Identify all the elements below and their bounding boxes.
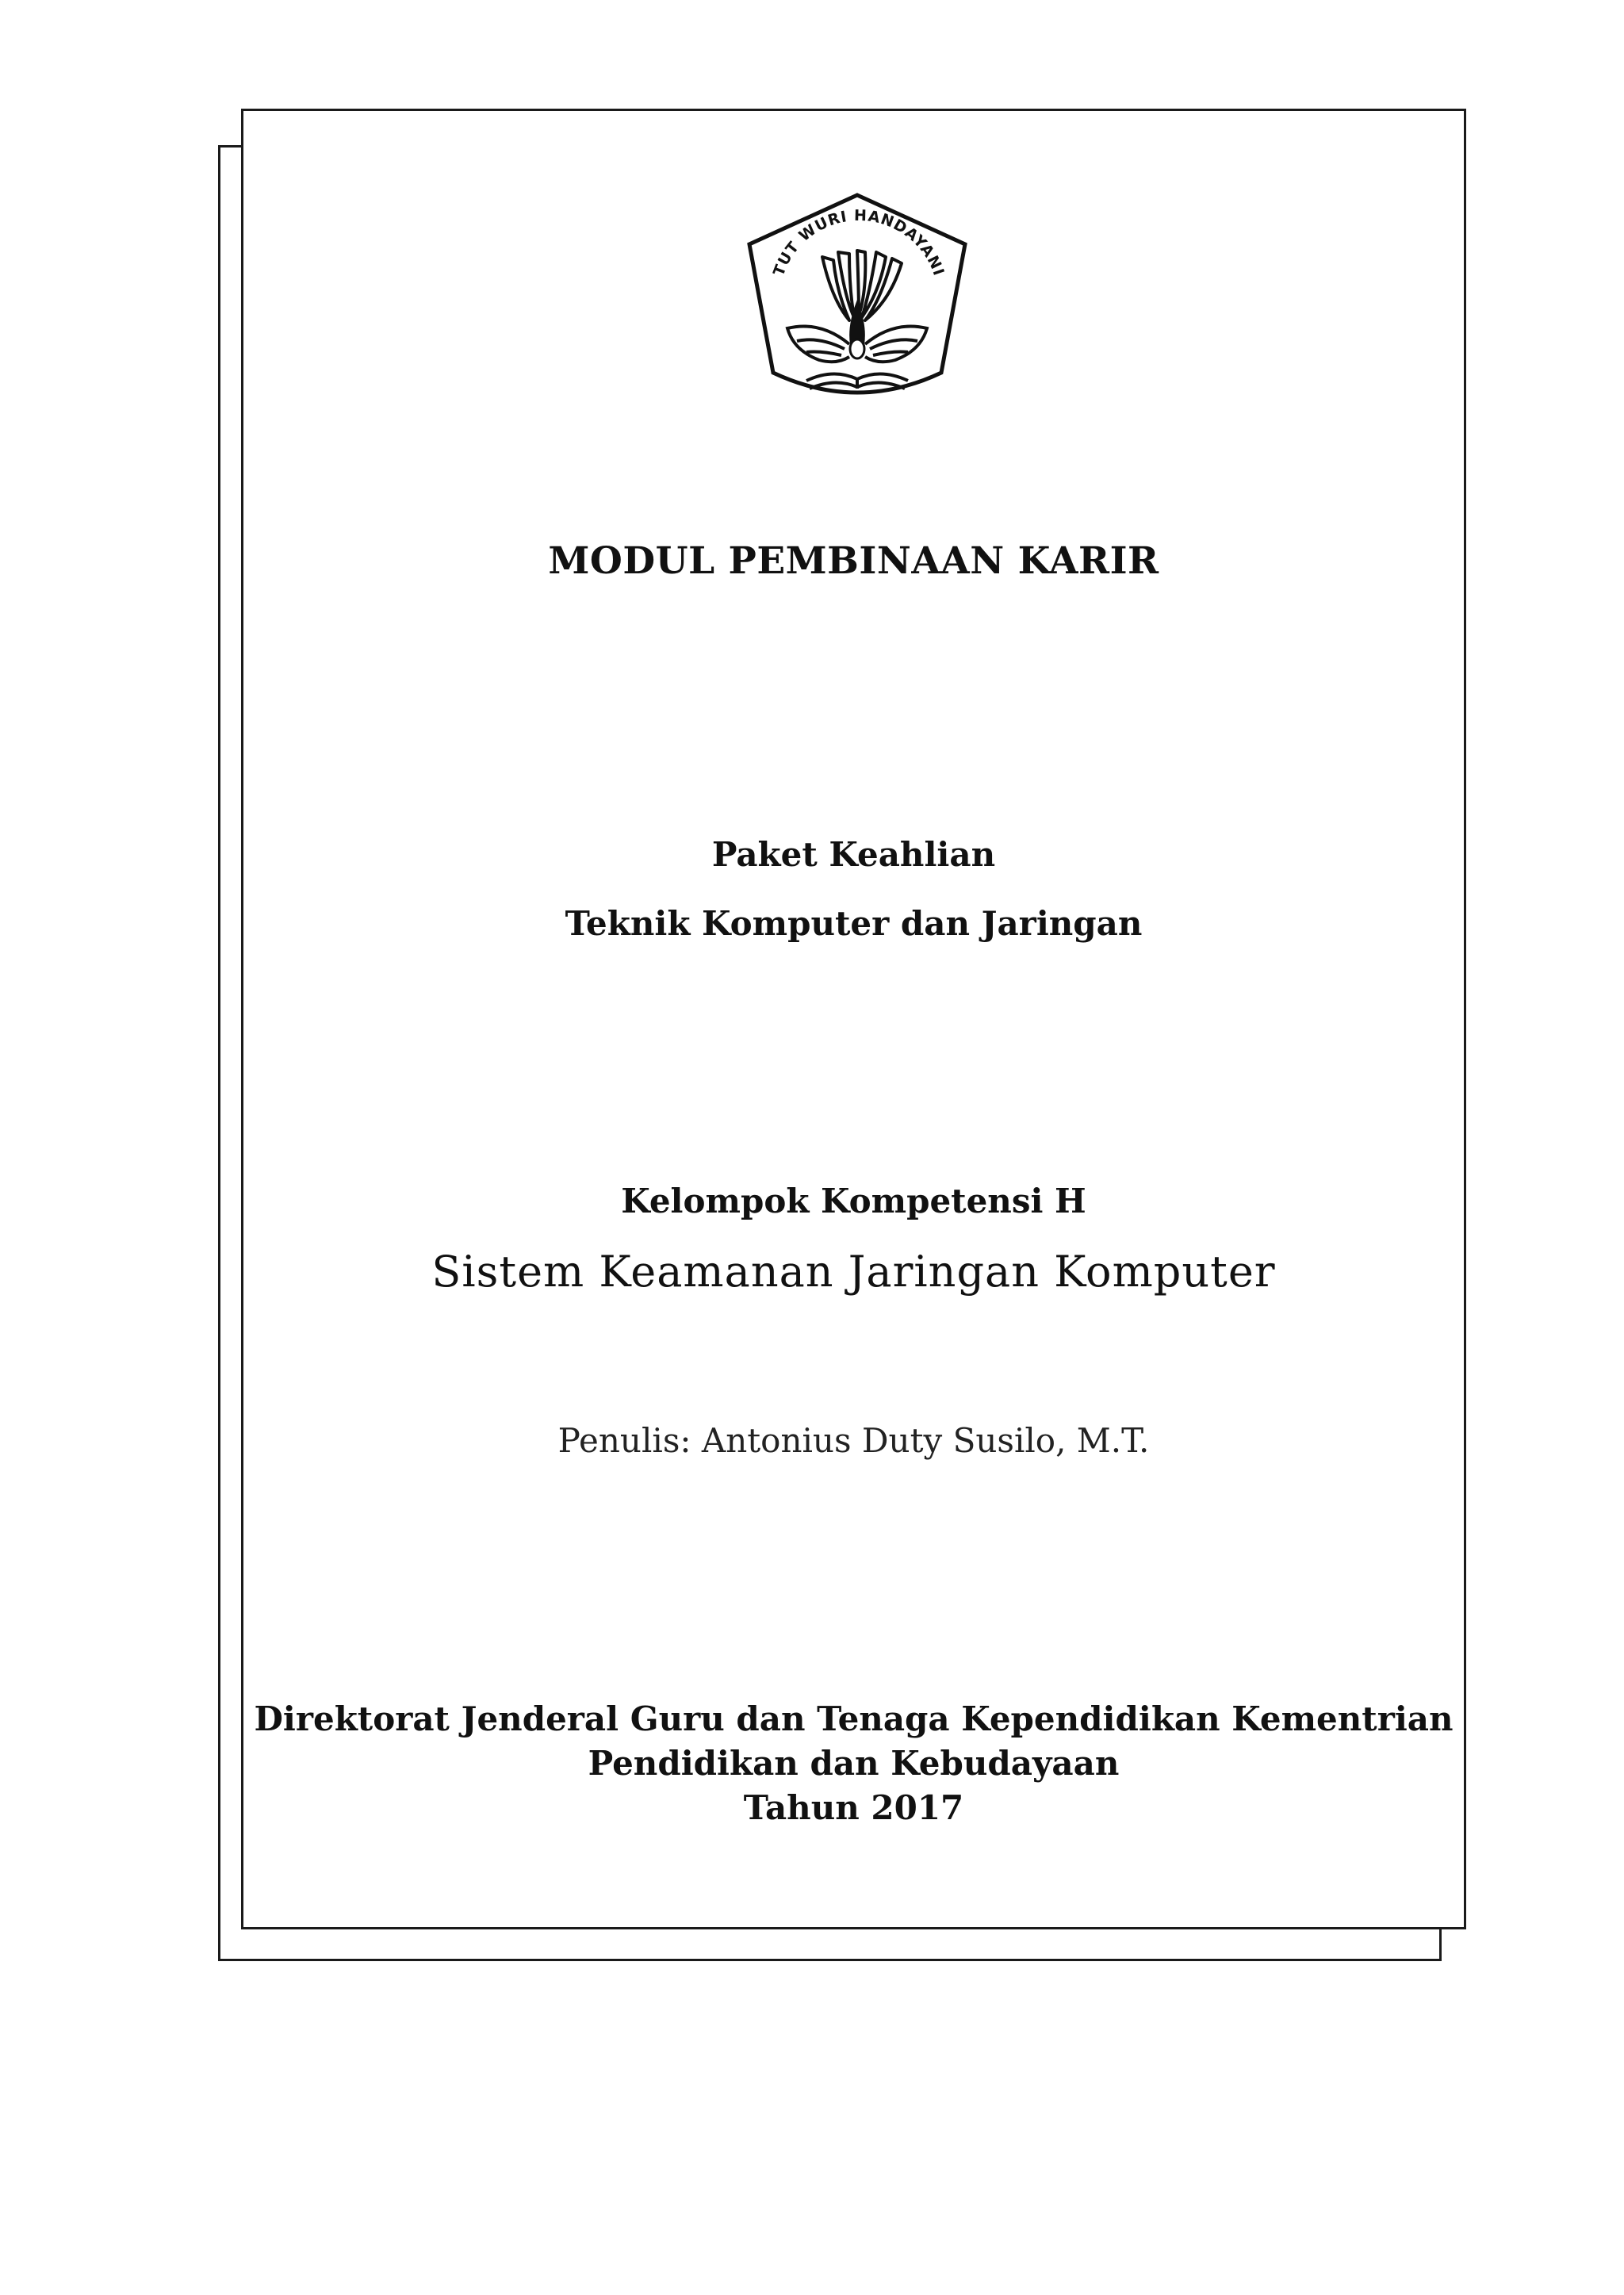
publisher-line-2: Pendidikan dan Kebudayaan — [588, 1744, 1120, 1783]
module-title: Sistem Keamanan Jaringan Komputer — [431, 1247, 1276, 1297]
publication-year: Tahun 2017 — [743, 1788, 964, 1827]
paket-keahlian-value: Teknik Komputer dan Jaringan — [565, 904, 1143, 943]
publisher-line-1: Direktorat Jenderal Guru dan Tenaga Kependidikan Kementrian — [254, 1699, 1454, 1738]
svg-text:TUT WURI HANDAYANI: TUT WURI HANDAYANI — [770, 206, 948, 279]
tut-wuri-handayani-emblem-icon — [733, 181, 981, 416]
paket-keahlian-label: Paket Keahlian — [711, 835, 996, 874]
main-title: MODUL PEMBINAAN KARIR — [548, 539, 1159, 583]
publisher-footer — [241, 1697, 1466, 1830]
kelompok-kompetensi-label: Kelompok Kompetensi H — [621, 1182, 1086, 1220]
author-line: Penulis: Antonius Duty Susilo, M.T. — [557, 1421, 1150, 1460]
